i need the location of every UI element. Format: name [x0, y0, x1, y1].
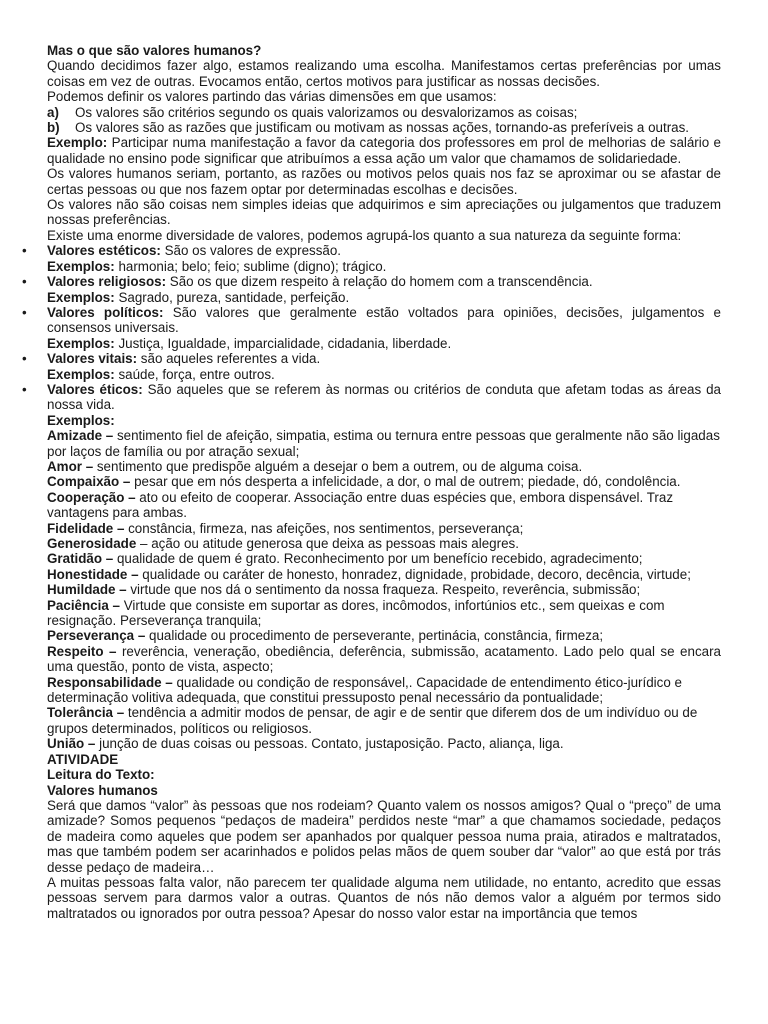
term-definition: Honestidade – qualidade ou caráter de honesto, honradez, dignidade, probidade, decoro, decência, virtude;: [47, 566, 691, 582]
value-type-item: • Valores éticos: São aqueles que se referem às normas ou critérios de conduta que afetam todas as áreas da nossa vida.: [47, 382, 721, 413]
term-definition: Compaixão – pesar que em nós desperta a infelicidade, a dor, o mal de outrem; piedade, dó, condolência.: [47, 474, 681, 490]
term-definition: Respeito – reverência, veneração, obediência, deferência, submissão, acatamento. Lado pelo qual se encara uma questão, ponto de vista, aspecto;: [47, 643, 721, 675]
definition-intro: Podemos definir os valores partindo das várias dimensões em que usamos:: [47, 89, 497, 105]
value-type-item: • Valores políticos: São valores que geralmente estão voltados para opiniões, decisões, julgamentos e consensos universais.: [47, 305, 721, 336]
term-definition: Paciência – Virtude que consiste em suportar as dores, incômodos, infortúnios etc., sem queixas e com resignação. Perseverança tranquila;: [47, 597, 665, 629]
value-type-examples: Exemplos: harmonia; belo; feio; sublime (digno); trágico.: [47, 258, 387, 274]
list-item-b: b) Os valores são as razões que justificam ou motivam as nossas ações, tornando-as preferíveis a outras.: [47, 120, 690, 136]
term-definition: Gratidão – qualidade de quem é grato. Reconhecimento por um benefício recebido, agradecimento;: [47, 551, 643, 567]
intro-paragraph: Quando decidimos fazer algo, estamos realizando uma escolha. Manifestamos certas preferências por umas coisas em vez de outras. Evocamos então, certos motivos para justificar as nossas decisões.: [47, 58, 721, 89]
value-type-examples: Exemplos:: [47, 412, 115, 428]
values-not-things-paragraph: Os valores não são coisas nem simples ideias que adquirimos e sim apreciações ou julgamentos que traduzem nossas preferências.: [47, 197, 721, 228]
reading-paragraph-1: Será que damos “valor” às pessoas que nos rodeiam? Quanto valem os nossos amigos? Qual o “preço” de uma amizade? Somos pequenos “pedaços de madeira” perdidos neste “mar” a que chamamos sociedade, pedaços de madeira como aqueles que podem ser apanhados por qualquer pessoa numa praia, atirados e maltratados, mas que também podem ser acarinhados e polidos pelas mãos de quem souber dar “valor” ao que está por trás desse pedaço de madeira…: [47, 797, 721, 875]
term-definition: Amor – sentimento que predispõe alguém a desejar o bem a outrem, ou de alguma coisa.: [47, 458, 583, 474]
term-definition: Cooperação – ato ou efeito de cooperar. Associação entre duas espécies que, embora dispensável. Traz vantagens para ambas.: [47, 489, 674, 521]
reading-heading: Leitura do Texto:: [47, 767, 155, 783]
text-title: Valores humanos: [47, 782, 158, 798]
document-page: [47, 43, 721, 921]
value-type-item: • Valores religiosos: São os que dizem respeito à relação do homem com a transcendência.: [47, 274, 721, 289]
example-paragraph: Exemplo: Participar numa manifestação a favor da categoria dos professores em prol de melhorias de salário e qualidade no ensino pode significar que atribuímos a essa ação um valor que chamamos de solidariedade.: [47, 135, 721, 166]
human-values-paragraph: Os valores humanos seriam, portanto, as razões ou motivos pelos quais nos faz se aproximar ou se afastar de certas pessoas ou que nos fazem optar por determinadas escolhas e decisões.: [47, 166, 721, 197]
term-definition: Responsabilidade – qualidade ou condição de responsável,. Capacidade de entendimento ético-jurídico e determinação volitiva adequada, que constitui pressuposto penal necessário da pontualidade;: [47, 674, 682, 706]
value-types-list: [47, 243, 721, 428]
value-type-examples: Exemplos: Justiça, Igualdade, imparcialidade, cidadania, liberdade.: [47, 335, 452, 351]
term-definition: União – junção de duas coisas ou pessoas. Contato, justaposição. Pacto, aliança, liga.: [47, 736, 564, 752]
list-item-a: a) Os valores são critérios segundo os quais valorizamos ou desvalorizamos as coisas;: [47, 104, 578, 120]
diversity-paragraph: Existe uma enorme diversidade de valores, podemos agrupá-los quanto a sua natureza da seguinte forma:: [47, 227, 682, 243]
list-marker-a: a): [47, 104, 59, 120]
term-definition: Amizade – sentimento fiel de afeição, simpatia, estima ou ternura entre pessoas que geralmente não são ligadas por laços de família ou por atração sexual;: [47, 428, 720, 459]
term-definition: Perseverança – qualidade ou procedimento de perseverante, pertinácia, constância, firmeza;: [47, 628, 604, 644]
reading-paragraph-2: A muitas pessoas falta valor, não parecem ter qualidade alguma nem utilidade, no entanto, acredito que essas pessoas servem para darmos valor a outras. Quantos de nós não demos valor a alguém por termos sido maltratados ou ignorados por outra pessoa? Apesar do nosso valor estar na importância que temos: [47, 874, 721, 921]
value-type-examples: Exemplos: Sagrado, pureza, santidade, perfeição.: [47, 289, 350, 305]
section-heading: Mas o que são valores humanos?: [47, 43, 262, 58]
term-definition: Humildade – virtude que nos dá o sentimento da nossa fraqueza. Respeito, reverência, submissão;: [47, 582, 641, 598]
term-definition: Fidelidade – constância, firmeza, nas afeições, nos sentimentos, perseverança;: [47, 520, 524, 536]
term-definition: Tolerância – tendência a admitir modos de pensar, de agir e de sentir que diferem dos de um indivíduo ou de grupos determinados, políticos ou religiosos.: [47, 705, 698, 736]
value-type-examples: Exemplos: saúde, força, entre outros.: [47, 366, 275, 382]
term-definition: Generosidade – ação ou atitude generosa que deixa as pessoas mais alegres.: [47, 536, 519, 551]
list-marker-b: b): [47, 120, 60, 136]
ethic-terms-list: [47, 428, 721, 752]
value-type-item: • Valores vitais: são aqueles referentes a vida.: [47, 351, 721, 366]
activity-heading: ATIVIDADE: [47, 751, 119, 767]
value-type-item: • Valores estéticos: São os valores de expressão.: [47, 243, 721, 258]
